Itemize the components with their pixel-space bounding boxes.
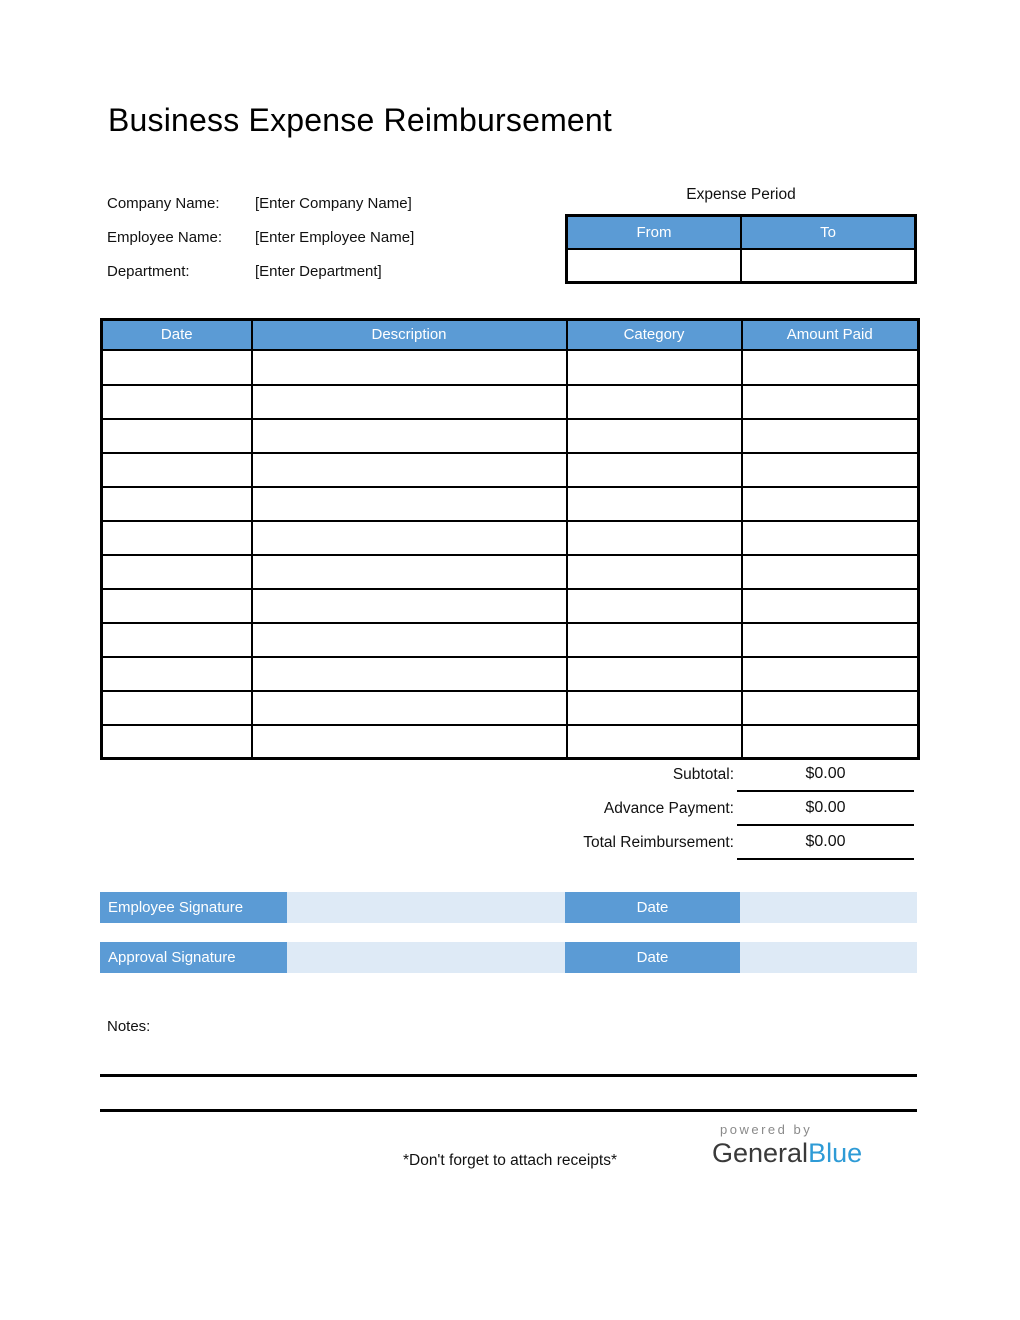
brand-general: General [712, 1138, 809, 1168]
expense-cell-category[interactable] [567, 419, 742, 453]
expense-cell-date[interactable] [102, 521, 252, 555]
expense-cell-category[interactable] [567, 691, 742, 725]
signature-field[interactable] [287, 942, 565, 973]
expense-table-row [102, 589, 919, 623]
page-title: Business Expense Reimbursement [108, 102, 613, 138]
expense-period-header-from: From [567, 216, 742, 249]
expense-cell-category[interactable] [567, 521, 742, 555]
total-row [100, 758, 917, 792]
expense-cell-amount-paid[interactable] [742, 487, 919, 521]
signature-row [100, 892, 917, 923]
info-field-row [107, 254, 547, 288]
expense-table-header-date: Date [102, 320, 252, 350]
expense-cell-date[interactable] [102, 385, 252, 419]
expense-cell-category[interactable] [567, 725, 742, 759]
signature-label: Approval Signature [100, 942, 287, 973]
brand-blue: Blue [808, 1138, 863, 1168]
expense-cell-amount-paid[interactable] [742, 521, 919, 555]
expense-cell-description[interactable] [252, 657, 567, 691]
general-blue-logo [712, 1122, 917, 1169]
expense-cell-amount-paid[interactable] [742, 725, 919, 759]
signature-date-field[interactable] [740, 892, 917, 923]
brand-wordmark [712, 1138, 917, 1169]
info-field-value[interactable]: [Enter Company Name] [255, 194, 412, 212]
receipts-reminder: *Don't forget to attach receipts* [402, 1152, 618, 1169]
expense-cell-date[interactable] [102, 623, 252, 657]
expense-period-cell-from[interactable] [567, 249, 742, 283]
total-row [100, 792, 917, 826]
total-row [100, 826, 917, 860]
expense-table-row [102, 487, 919, 521]
expense-cell-category[interactable] [567, 589, 742, 623]
expense-cell-date[interactable] [102, 589, 252, 623]
expense-table-row [102, 453, 919, 487]
total-label: Subtotal: [672, 766, 734, 783]
expense-cell-amount-paid[interactable] [742, 589, 919, 623]
expense-table-header-amount-paid: Amount Paid [742, 320, 919, 350]
expense-cell-date[interactable] [102, 350, 252, 385]
total-value[interactable]: $0.00 [737, 826, 914, 860]
expense-cell-date[interactable] [102, 725, 252, 759]
expense-cell-description[interactable] [252, 350, 567, 385]
info-field-label: Company Name: [107, 194, 220, 212]
signatures-section [100, 892, 917, 992]
info-field-row [107, 220, 547, 254]
expense-table-header-category: Category [567, 320, 742, 350]
expense-cell-category[interactable] [567, 657, 742, 691]
expense-cell-amount-paid[interactable] [742, 657, 919, 691]
expense-period-title: Expense Period [686, 186, 796, 203]
expense-cell-date[interactable] [102, 487, 252, 521]
signature-date-label: Date [565, 892, 740, 923]
expense-cell-description[interactable] [252, 691, 567, 725]
expense-cell-description[interactable] [252, 521, 567, 555]
expense-cell-date[interactable] [102, 691, 252, 725]
expense-cell-category[interactable] [567, 623, 742, 657]
expense-cell-amount-paid[interactable] [742, 453, 919, 487]
notes-label: Notes: [107, 1018, 151, 1035]
expense-table-row [102, 657, 919, 691]
expense-period-table [565, 214, 917, 284]
info-field-row [107, 186, 547, 220]
expense-cell-category[interactable] [567, 453, 742, 487]
company-info-fields [107, 186, 547, 288]
expense-period-section [565, 186, 917, 284]
total-label: Total Reimbursement: [583, 834, 734, 851]
expense-cell-amount-paid[interactable] [742, 419, 919, 453]
signature-field[interactable] [287, 892, 565, 923]
signature-row [100, 942, 917, 973]
expense-cell-description[interactable] [252, 555, 567, 589]
info-field-value[interactable]: [Enter Department] [255, 262, 382, 280]
expense-cell-date[interactable] [102, 453, 252, 487]
expense-cell-date[interactable] [102, 419, 252, 453]
expense-table-row [102, 385, 919, 419]
powered-by-text: powered by [720, 1122, 813, 1137]
expense-table-header-description: Description [252, 320, 567, 350]
expense-cell-category[interactable] [567, 385, 742, 419]
expense-cell-description[interactable] [252, 589, 567, 623]
notes-line-1[interactable] [100, 1074, 917, 1077]
total-value[interactable]: $0.00 [737, 758, 914, 792]
expense-cell-category[interactable] [567, 350, 742, 385]
expense-table-row [102, 419, 919, 453]
notes-line-2[interactable] [100, 1109, 917, 1112]
expense-cell-amount-paid[interactable] [742, 555, 919, 589]
expense-cell-description[interactable] [252, 487, 567, 521]
signature-date-field[interactable] [740, 942, 917, 973]
signature-date-label: Date [565, 942, 740, 973]
expense-period-cell-to[interactable] [741, 249, 916, 283]
totals-section [100, 758, 917, 860]
expense-cell-amount-paid[interactable] [742, 350, 919, 385]
expense-cell-category[interactable] [567, 487, 742, 521]
signature-label: Employee Signature [100, 892, 287, 923]
total-value[interactable]: $0.00 [737, 792, 914, 826]
expense-table-row [102, 521, 919, 555]
expense-cell-description[interactable] [252, 623, 567, 657]
info-field-value[interactable]: [Enter Employee Name] [255, 228, 415, 246]
expense-cell-category[interactable] [567, 555, 742, 589]
expense-cell-amount-paid[interactable] [742, 385, 919, 419]
info-field-label: Department: [107, 262, 190, 280]
total-label: Advance Payment: [603, 800, 734, 817]
expense-period-header-to: To [741, 216, 916, 249]
expense-cell-amount-paid[interactable] [742, 623, 919, 657]
expense-cell-amount-paid[interactable] [742, 691, 919, 725]
expense-cell-description[interactable] [252, 385, 567, 419]
expense-table-row [102, 555, 919, 589]
expense-cell-date[interactable] [102, 657, 252, 691]
expense-cell-date[interactable] [102, 555, 252, 589]
expense-table-row [102, 725, 919, 759]
expense-table-row [102, 691, 919, 725]
expense-table-row [102, 350, 919, 385]
expense-cell-description[interactable] [252, 419, 567, 453]
expense-cell-description[interactable] [252, 453, 567, 487]
info-field-label: Employee Name: [107, 228, 223, 246]
expense-cell-description[interactable] [252, 725, 567, 759]
expense-table [100, 318, 920, 760]
expense-table-row [102, 623, 919, 657]
